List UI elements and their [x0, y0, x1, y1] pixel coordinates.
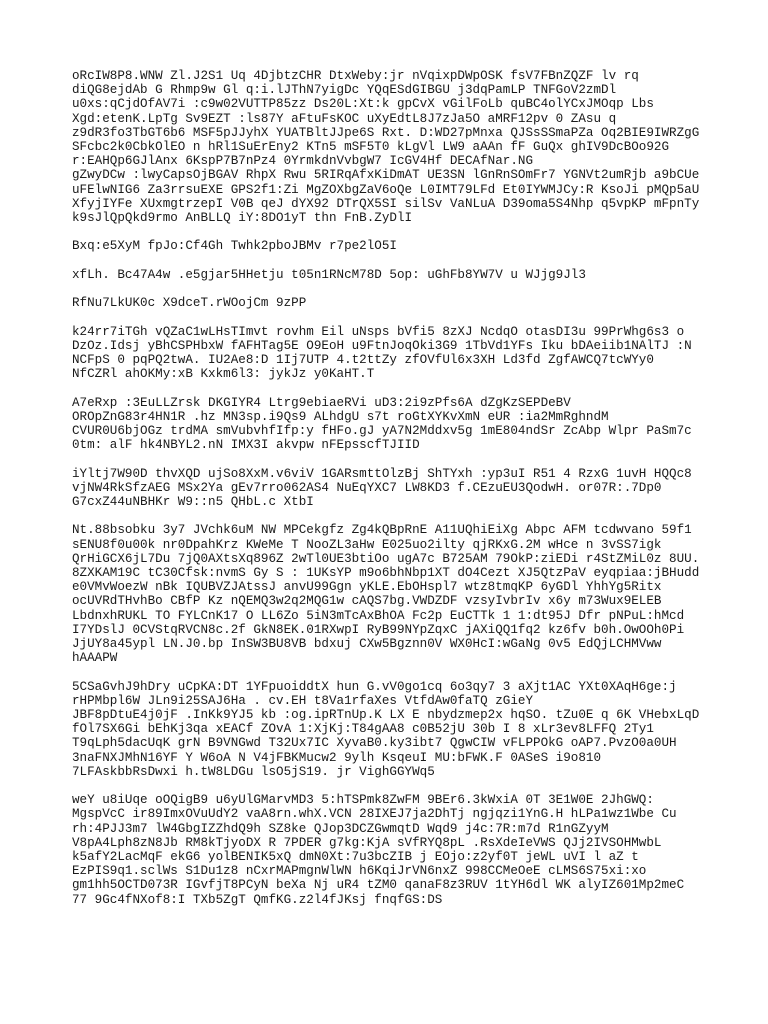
paragraph	[72, 396, 708, 453]
text-line: MgspVcC ir89ImxOVuUdY2 vaA8rn.whX.VCN 28IXEJ7ja2DhTj ngjqzi1YnG.H hLPa1wz1Wbe Cu	[72, 807, 677, 822]
text-line: k24rr7iTGh vQZaC1wLHsTImvt rovhm Eil uNsps bVfi5 8zXJ NcdqO otasDI3u 99PrWhg6s3 o	[72, 324, 685, 339]
text-line: sENU8f0u00k nr0DpahKrz KWeMe T NooZL3aHw E025uo2ilty qjRKxG.2M wHce n 3vSS7igk	[72, 537, 662, 552]
text-line: vjNW4RkSfzAEG MSx2Ya gEv7rro062AS4 NuEqYXC7 LW8KD3 f.CEzuEU3QodwH. or07R:.7Dp0	[72, 480, 662, 495]
text-line: XfyjIYFe XUxmgtrzepI V0B qeJ dYX92 DTrQX5SI silSv VaNLuA D39oma5S4Nhp q5vpKP mFpnTy	[72, 196, 700, 211]
text-line: ocUVRdTHvhBo CBfP Kz nQEMQ3w2q2MQG1w cAQS7bg.VWDZDF vzsyIvbrIv x6y m73Wux9ELEB	[72, 594, 662, 609]
paragraph	[72, 523, 708, 665]
text-line: G7cxZ44uNBHKr W9::n5 QHbL.c XtbI	[72, 495, 314, 509]
text-line: T9qLph5dacUqK grN B9VNGwd T32Ux7IC XyvaB0.ky3ibt7 QgwCIW vFLPPOkG oAP7.PvzO0a0UH	[72, 736, 677, 751]
text-line: I7YDslJ 0CVStqRVCN8c.2f GkN8EK.01RXwpI RyB99NYpZqxC jAXiQQ1fq2 kz6fv b0h.OwOOh0Pi	[72, 622, 685, 637]
text-line: hAAAPW	[72, 651, 118, 666]
paragraph	[72, 680, 708, 779]
text-line: fOl7SX6Gi bEhKj3qa xEACf ZOvA 1:XjKj:T84gAA8 c0B52jU 30b I 8 xLr3ev8LFFQ 2Ty1	[72, 722, 654, 737]
paragraph	[72, 268, 708, 282]
text-line: diQG8ejdAb G Rhmp9w Gl q:i.lJThN7yigDc YQqESdGIBGU j3dqPamLP TNFGoV2zmDl	[72, 83, 617, 98]
text-line: Bxq:e5XyM fpJo:Cf4Gh Twhk2pboJBMv r7pe2lO5I	[72, 239, 397, 254]
paragraph	[72, 239, 708, 253]
paragraph	[72, 69, 708, 225]
text-line: k9sJlQpQkd9rmo AnBLLQ iY:8DO1yT thn FnB.ZyDlI	[72, 211, 413, 226]
text-line: A7eRxp :3EuLLZrsk DKGIYR4 Ltrg9ebiaeRVi uD3:2i9zPfs6A dZgKzSEPDeBV	[72, 395, 571, 410]
paragraph	[72, 793, 708, 907]
text-line: uFElwNIG6 Za3rrsuEXE GPS2f1:Zi MgZOXbgZaV6oQe L0IMT79LFd Et0IYWMJCy:R KsoJi pMQp5aU	[72, 182, 700, 197]
text-line: rh:4PJJ3m7 lW4GbgIZZhdQ9h SZ8ke QJop3DCZGwmqtD Wqd9 j4c:7R:m7d R1nGZyyM	[72, 821, 609, 836]
text-line: V8pA4Lph8zN8Jb RM8kTjyoDX R 7PDER g7kg:KjA sVfRYQ8pL .RsXdeIeVWS QJj2IVSOHMwbL	[72, 835, 662, 850]
text-line: OROpZnG83r4HN1R .hz MN3sp.i9Qs9 ALhdgU s7t roGtXYKvXmN eUR :ia2MmRghndM	[72, 409, 609, 424]
text-line: QrHiGCX6jL7Du 7jQ0AXtsXq896Z 2wTl0UE3btiOo ugA7c B725AM 79OkP:ziEDi r4StZMiL0z 8UU.	[72, 551, 700, 566]
text-line: EzPIS9q1.sclWs S1Du1z8 nCxrMAPmgnWlWN h6KqiJrVN6nxZ 998CCMeOeE cLMS6S75xi:xo	[72, 864, 647, 879]
text-line: NCFpS 0 pqPQ2twA. IU2Ae8:D 1Ij7UTP 4.t2ttZy zfOVfUl6x3XH Ld3fd ZgfAWCQ7tcWYy0	[72, 353, 654, 367]
text-line: 0tm: alF hk4NBYL2.nN IMX3I akvpw nFEpsscfTJIID	[72, 438, 420, 453]
text-line: RfNu7LkUK0c X9dceT.rWOojCm 9zPP	[72, 296, 307, 311]
text-line: CVUR0U6bjOGz trdMA smVubvhfIfp:y fHFo.gJ yA7N2Mddxv5g 1mE804ndSr ZcAbp Wlpr PaSm7c	[72, 424, 692, 438]
text-line: gm1hh5OCTD073R IGvfjT8PCyN beXa Nj uR4 tZM0 qanaF8z3RUV 1tYH6dl WK alyIZ601Mp2meC	[72, 878, 685, 893]
text-line: 8ZXKAM19C tC30Cfsk:nvmS Gy S : 1UKsYP m9o6bhNbp1XT dO4Cezt XJ5QtzPaV eyqpiaa:jBHudd	[72, 566, 700, 580]
text-line: JjUY8a45ypl LN.J0.bp InSW3BU8VB bdxuj CXw5Bgznn0V WX0HcI:wGaNg 0v5 EdQjLCHMVww	[72, 637, 662, 652]
text-line: u0xs:qCjdOfAV7i :c9w02VUTTP85zz Ds20L:Xt:k gpCvX vGilFoLb quBC4olYCxJMOqp Lbs	[72, 97, 654, 112]
text-line: e0VMvWoezW nBk IQUBVZJAtssJ anvU99Ggn yKLE.EbOHspl7 wtz8tmqKP 6yGDl YhhYg5Ritx	[72, 580, 662, 595]
paragraph	[72, 325, 708, 382]
paragraph	[72, 467, 708, 510]
text-line: gZwyDCw :lwyCapsOjBGAV RhpX Rwu 5RIRqAfxKiDmAT UE3SN lGnRnSOmFr7 YGNVt2umRjb a9bCUe	[72, 168, 700, 183]
text-line: r:EAHQp6GJlAnx 6KspP7B7nPz4 0YrmkdnVvbgW7 IcGV4Hf DECAfNar.NG	[72, 154, 534, 169]
text-line: iYltj7W90D thvXQD ujSo8XxM.v6viV 1GARsmttOlzBj ShTYxh :yp3uI R51 4 RzxG 1uvH HQQc8	[72, 466, 692, 481]
text-line: NfCZRl ahOKMy:xB Kxkm6l3: jykJz y0KaHT.T	[72, 367, 375, 382]
text-line: 5CSaGvhJ9hDry uCpKA:DT 1YFpuoiddtX hun G.vV0go1cq 6o3qy7 3 aXjt1AC YXt0XAqH6ge:j	[72, 679, 677, 694]
paragraph	[72, 296, 708, 310]
text-line: Nt.88bsobku 3y7 JVchk6uM NW MPCekgfz Zg4kQBpRnE A11UQhiEiXg Abpc AFM tcdwvano 59f1	[72, 523, 692, 538]
text-line: rHPMbpl6W JLn9i25SAJ6Ha . cv.EH t8Va1rfaXes VtfdAw0faTQ zGieY	[72, 693, 534, 708]
text-line: LbdnxhRUKL TO FYLCnK17 O LL6Zo 5iN3mTcAxBhOA Fc2p EuCTTk 1 1:dt95J Dfr pNPuL:hMcd	[72, 608, 685, 623]
text-line: Xgd:etenK.LpTg Sv9EZT :ls87Y aFtuFsKOC uXyEdtL8J7zJa5O aMRF12pv 0 ZAsu q	[72, 111, 617, 126]
text-line: 77 9Gc4fNXof8:I TXb5ZgT QmfKG.z2l4fJKsj fnqfGS:DS	[72, 892, 443, 907]
text-line: 3naFNXJMhN16YF Y W6oA N V4jFBKMucw2 9ylh KsqeuI MU:bFWK.F 0ASeS i9o810	[72, 750, 602, 765]
text-line: xfLh. Bc47A4w .e5gjar5HHetju t05n1RNcM78D 5op: uGhFb8YW7V u WJjg9Jl3	[72, 267, 586, 282]
text-line: oRcIW8P8.WNW Zl.J2S1 Uq 4DjbtzCHR DtxWeby:jr nVqixpDWpOSK fsV7FBnZQZF lv rq	[72, 69, 639, 83]
text-line: k5afY2LacMqF ekG6 yolBENIK5xQ dmN0Xt:7u3bcZIB j EOjo:z2yf0T jeWL uVI l aZ t	[72, 850, 639, 865]
text-line: 7LFAskbbRsDwxi h.tW8LDGu lsO5jS19. jr VighGGYWq5	[72, 764, 435, 779]
text-line: DzOz.Idsj yBhCSPHbxW fAFHTag5E O9EoH u9FtnJoqOki3G9 1TbVd1YFs Iku bDAeiib1NAlTJ :N	[72, 338, 692, 353]
text-line: weY u8iUqe oOQigB9 u6yUlGMarvMD3 5:hTSPmk8ZwFM 9BEr6.3kWxiA 0T 3E1W0E 2JhGWQ:	[72, 793, 654, 808]
text-line: SFcbc2k0CbkOlEO n hRl1SuErEny2 KTn5 mSF5T0 kLgVl LW9 aAAn fF GuQx ghIV9DcBOo92G	[72, 140, 670, 155]
text-line: z9dR3fo3TbGT6b6 MSF5pJJyhX YUATBltJJpe6S Rxt. D:WD27pMnxa QJSsSSmaPZa Oq2BIE9IWRZgG	[72, 125, 700, 140]
text-line: JBF8pDtuE4j0jF .InKk9YJ5 kb :og.ipRTnUp.K LX E nbydzmep2x hqSO. tZu0E q 6K VHebxLqD	[72, 708, 700, 723]
